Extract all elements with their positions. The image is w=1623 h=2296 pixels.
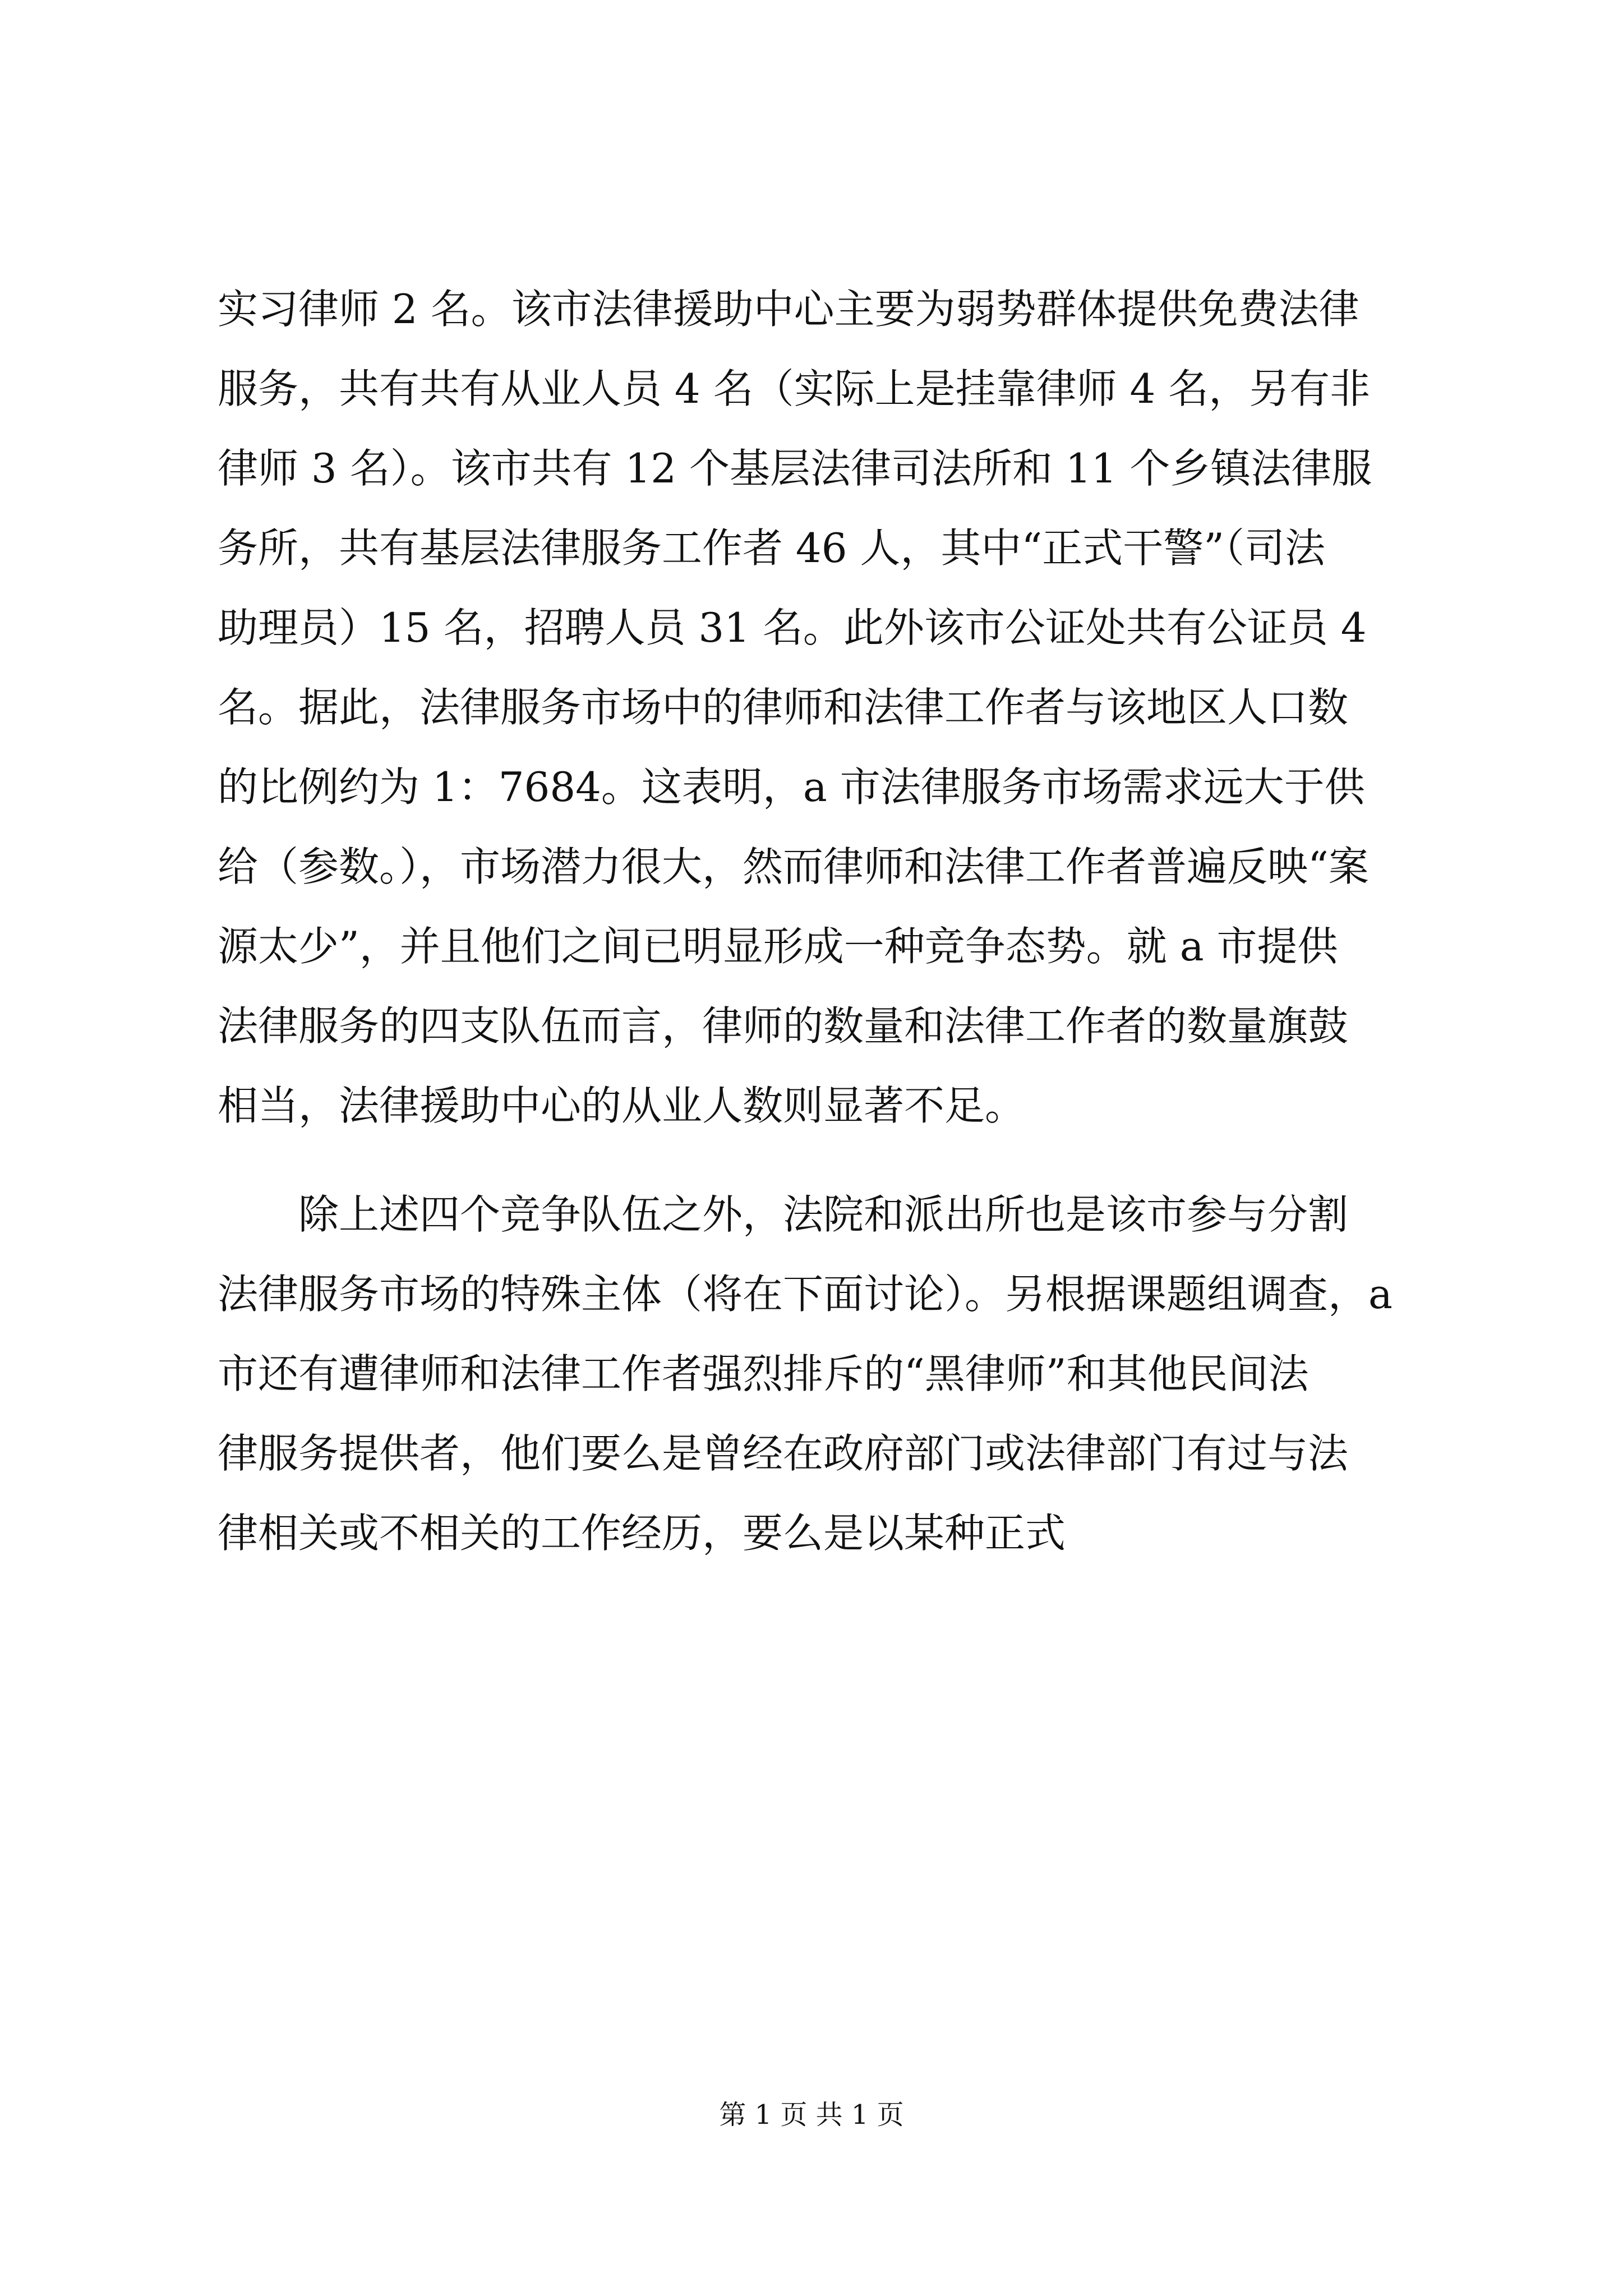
text-line: 律相关或不相关的工作经历，要么是以某种正式 [218,1510,1066,1557]
text-line: 源太少”，并且他们之间已明显形成一种竞争态势。就 a 市提供 [218,923,1338,970]
text-line: 给（参数。），市场潜力很大，然而律师和法律工作者普遍反映“案 [218,843,1369,890]
text-line: 市还有遭律师和法律工作者强烈排斥的“黑律师”和其他民间法 [218,1350,1309,1397]
text-line: 相当，法律援助中心的从业人数则显著不足。 [218,1082,1026,1129]
document-body [218,269,1507,1573]
page-footer [0,2097,1623,2133]
text-line: 除上述四个竞争队伍之外，法院和派出所也是该市参与分割 [218,1191,1349,1238]
page-number-label: 第 1 页 共 1 页 [719,2099,904,2131]
text-line: 实习律师 2 名。该市法律援助中心主要为弱势群体提供免费法律 [218,286,1359,333]
text-line: 服务，共有共有从业人员 4 名（实际上是挂靠律师 4 名，另有非 [218,365,1371,412]
paragraph-1 [218,269,1507,1145]
text-line: 律师 3 名）。该市共有 12 个基层法律司法所和 11 个乡镇法律服 [218,445,1372,492]
paragraph-2 [218,1175,1507,1573]
paragraph-spacing [218,1145,1507,1175]
text-line: 助理员）15 名，招聘人员 31 名。此外该市公证处共有公证员 4 [218,604,1367,651]
text-line: 的比例约为 1：7684。这表明，a 市法律服务市场需求远大于供 [218,763,1365,811]
text-line: 名。据此，法律服务市场中的律师和法律工作者与该地区人口数 [218,684,1349,731]
text-line: 律服务提供者，他们要么是曾经在政府部门或法律部门有过与法 [218,1430,1349,1477]
text-line: 务所，共有基层法律服务工作者 46 人，其中“正式干警”（司法 [218,524,1326,572]
text-line: 法律服务市场的特殊主体（将在下面讨论）。另根据课题组调查，a [218,1271,1393,1318]
text-line: 法律服务的四支队伍而言，律师的数量和法律工作者的数量旗鼓 [218,1002,1349,1050]
